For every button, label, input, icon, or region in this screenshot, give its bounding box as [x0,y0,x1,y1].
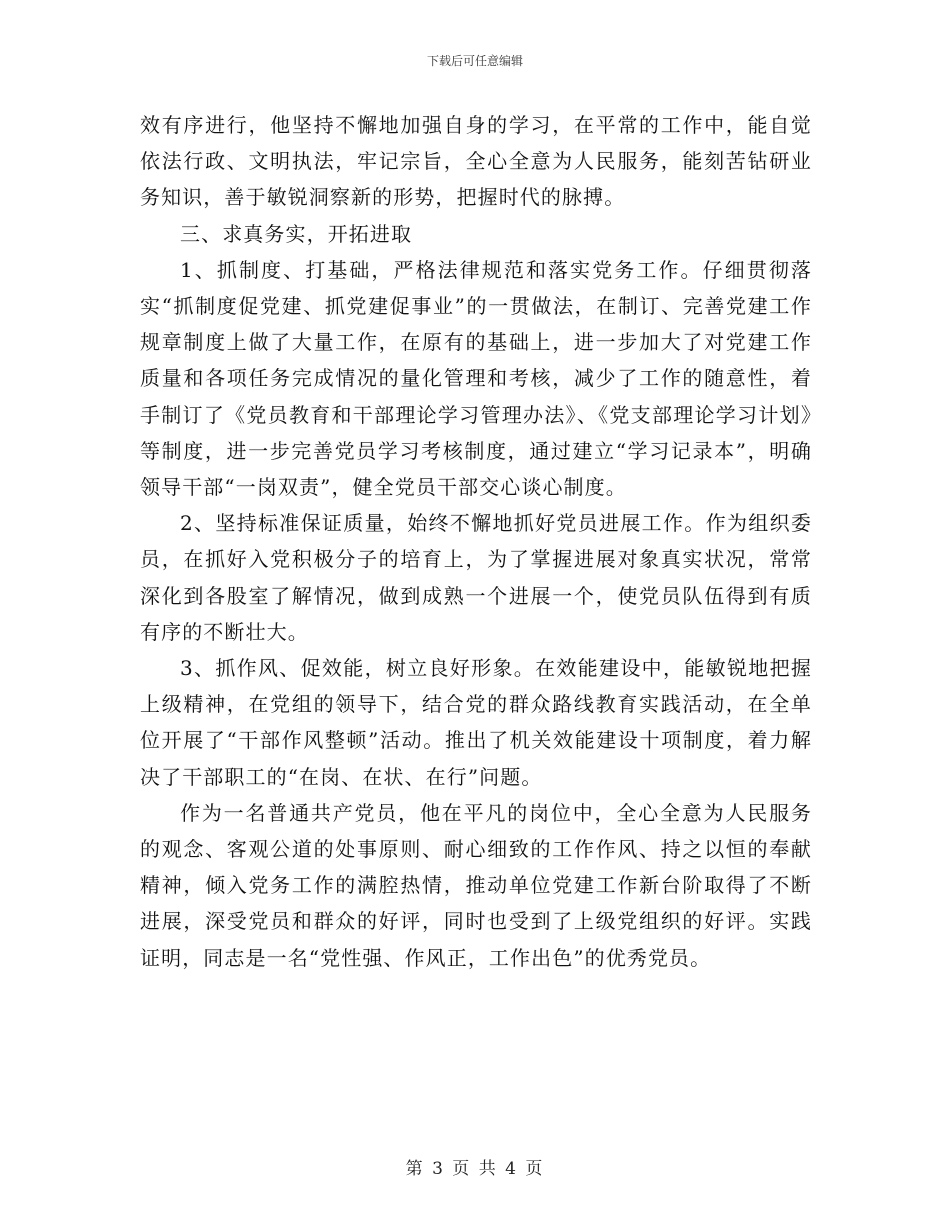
document-body [140,107,812,976]
page-number: 第 3 页 共 4 页 [405,1159,545,1179]
paragraph-item-3: 3、抓作风、促效能，树立良好形象。在效能建设中，能敏锐地把握上级精神，在党组的领导下，结合党的群众路线教育实践活动，在全单位开展了“干部作风整顿”活动。推出了机关效能建设十项制度，着力解决了干部职工的“在岗、在状、在行”问题。 [140,656,812,789]
header-note: 下载后可任意编辑 [426,54,523,68]
section-heading: 三、求真务实，开拓进取 [180,221,413,246]
paragraph-item-2: 2、坚持标准保证质量，始终不懈地抓好党员进展工作。作为组织委员，在抓好入党积极分子的培育上，为了掌握进展对象真实状况，常常深化到各股室了解情况，做到成熟一个进展一个，使党员队伍得到有质有序的不断壮大。 [140,511,812,644]
paragraph-continuation: 效有序进行，他坚持不懈地加强自身的学习，在平常的工作中，能自觉依法行政、文明执法，牢记宗旨，全心全意为人民服务，能刻苦钻研业务知识，善于敏锐洞察新的形势，把握时代的脉搏。 [140,113,812,210]
paragraph-item-1: 1、抓制度、打基础，严格法律规范和落实党务工作。仔细贯彻落实“抓制度促党建、抓党建促事业”的一贯做法，在制订、完善党建工作规章制度上做了大量工作，在原有的基础上，进一步加大了对党建工作质量和各项任务完成情况的量化管理和考核，减少了工作的随意性，着手制订了《党员教育和干部理论学习管理办法》、《党支部理论学习计划》等制度，进一步完善党员学习考核制度，通过建立“学习记录本”，明确领导干部“一岗双责”，健全党员干部交心谈心制度。 [140,257,812,500]
paragraph-conclusion: 作为一名普通共产党员，他在平凡的岗位中，全心全意为人民服务的观念、客观公道的处事原则、耐心细致的工作作风、持之以恒的奉献精神，倾入党务工作的满腔热情，推动单位党建工作新台阶取得了不断进展，深受党员和群众的好评，同时也受到了上级党组织的好评。实践证明，同志是一名“党性强、作风正，工作出色”的优秀党员。 [140,800,812,970]
